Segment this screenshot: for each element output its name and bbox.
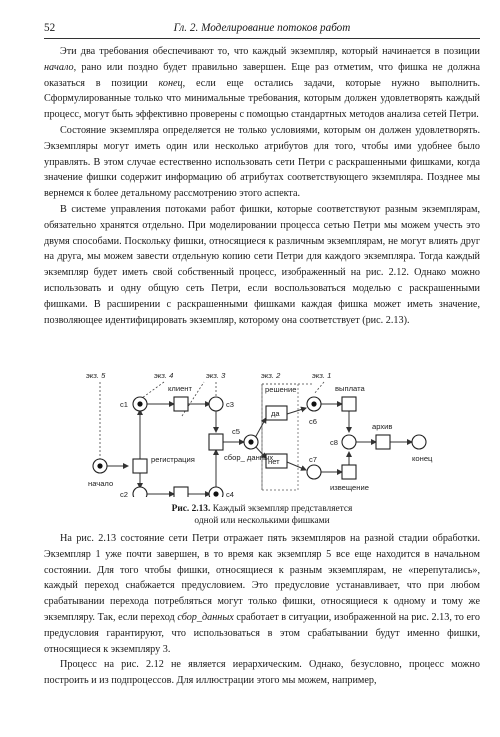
instance-pointer-4 xyxy=(142,382,164,398)
token-3 xyxy=(213,491,218,496)
label-payout: выплата xyxy=(335,384,365,393)
label-notice: извещение xyxy=(330,483,369,492)
label-instance-1: экз. 1 xyxy=(312,371,332,380)
paragraph xyxy=(44,123,480,202)
label-client: клиент xyxy=(168,384,192,393)
label-place-c8: c8 xyxy=(330,438,339,447)
label-place-c5: c5 xyxy=(232,427,241,436)
running-title: Гл. 2. Моделирование потоков работ xyxy=(173,22,351,34)
label-instance-4: экз. 4 xyxy=(154,371,174,380)
label-registration: регистрация xyxy=(151,455,195,464)
paragraph xyxy=(44,44,480,123)
place-c7 xyxy=(307,465,321,479)
paragraph xyxy=(44,531,480,657)
text-run: , рано или поздно будет правильно завершен. Еще раз отметим, что фишка не должна оказаться в позиции xyxy=(44,61,480,89)
text-run: сработает в ситуации, изображенной на рис. 2.13, то его предусловия гарантируют, что использоваться в этом срабатывании будут именно фишки, относящиеся к экземпляру 3. xyxy=(44,611,480,655)
label-instance-3: экз. 3 xyxy=(206,371,226,380)
label-instance-5: экз. 5 xyxy=(86,371,106,380)
label-no: нет xyxy=(268,457,280,466)
label-place-end: конец xyxy=(412,454,433,463)
label-yes: да xyxy=(271,409,280,418)
label-place-c6: c6 xyxy=(309,417,318,426)
token-4a xyxy=(137,401,142,406)
token-5 xyxy=(97,463,102,468)
body-text-top xyxy=(44,44,480,328)
label-place-c2: c2 xyxy=(120,490,129,497)
figure-caption xyxy=(44,503,480,527)
transition-client xyxy=(174,397,188,411)
place-c8 xyxy=(342,435,356,449)
caption-label: Рис. 2.13. xyxy=(171,504,211,514)
transition-collect-data xyxy=(209,434,223,450)
label-collect-data: сбор_ данных xyxy=(224,453,274,462)
caption-line-2: одной или несколькими фишками xyxy=(194,516,330,526)
transition-department xyxy=(174,487,188,497)
paragraph xyxy=(44,202,480,328)
transition-notice xyxy=(342,465,356,479)
transition-payout xyxy=(342,397,356,411)
transition-registration xyxy=(133,459,147,473)
label-place-c7: c7 xyxy=(309,455,318,464)
place-c3 xyxy=(209,397,223,411)
label-place-c4: c4 xyxy=(226,490,235,497)
text-run: Состояние экземпляра определяется не только условиями, которым он должен удовлетворять. Экземпляры могут иметь один или несколько атрибутов для того, чтобы ими удобнее было управлять. В этом случае естественно использовать сети Петри с раскрашенными фишками, когда значение фишки содержит информацию об атрибутах соответствующего экземпляра. Позднее мы вернемся к более детальному рассмотрению этого аспекта. xyxy=(44,124,480,200)
place-c2 xyxy=(133,487,147,497)
token-1 xyxy=(311,401,316,406)
body-text-bottom xyxy=(44,531,480,689)
instance-pointer-2 xyxy=(262,384,314,490)
transition-archive xyxy=(376,435,390,449)
label-place-start: начало xyxy=(88,479,114,488)
text-run: На рис. 2.13 состояние сети Петри отражает пять экземпляров на разной стадии обработки. Экземпляр 1 уже почти завершен, в то время как экземпляр 5 все еще находится в начальном состоянии. Для того чтобы фишки, относящиеся к разным экземплярам, не «перепутались», каждый переход снабжается предусловием. Это предусловие устанавливает, что при любом срабатывании перехода потребляться могут только фишки, относящиеся к одному и тому же экземпляру. Так, если переход xyxy=(44,533,480,623)
decision-region xyxy=(262,384,298,490)
italic-term: сбор_данных xyxy=(177,611,234,623)
text-run: Эти два требования обеспечивают то, что каждый экземпляр, который начинается в позиции xyxy=(60,46,480,57)
caption-line-1: Каждый экземпляр представляется xyxy=(210,504,353,514)
italic-term: начало xyxy=(44,61,74,73)
header-rule xyxy=(44,38,480,39)
paragraph xyxy=(44,657,480,689)
label-place-c3: c3 xyxy=(226,400,235,409)
page-number: 52 xyxy=(44,22,56,34)
place-end xyxy=(412,435,426,449)
label-place-c1: c1 xyxy=(120,400,129,409)
label-decision: решение xyxy=(265,385,297,394)
label-archive: архив xyxy=(372,422,393,431)
italic-term: конец xyxy=(158,77,183,89)
text-run: , если еще остались задачи, которые нужно выполнить. Сформулированные только что минимальные требования, которым должен удовлетворять каждый процесс, могут быть эффективно проверены с помощью стандартных методов анализа сетей Петри. xyxy=(44,77,481,121)
text-run: В системе управления потоками работ фишки, которые соответствуют разным экземплярам, обязательно хранятся отдельно. При моделировании процесса сетью Петри мы можем учесть это двумя способами. Поскольку фишки, относящиеся к различным экземплярам, не могут влиять друг на друга, мы можем завести отдельную копию сети Петри для каждого экземпляра. Тогда каждый экземпляр будет иметь свой собственный процесс, изображенный на рис. 2.12. Однако можно использовать и одну общую сеть Петри, если воспользоваться моделью с раскрашенными фишками. В расширении с раскрашенными фишками каждая фишка может иметь значение, позволяющее идентифицировать экземпляр, которому она соответствует (рис. 2.13). xyxy=(44,203,480,326)
token-2 xyxy=(248,439,253,444)
instance-pointer-1 xyxy=(314,382,324,394)
petri-net-figure xyxy=(56,362,444,497)
label-instance-2: экз. 2 xyxy=(261,371,281,380)
text-run: Процесс на рис. 2.12 не является иерархическим. Однако, безусловно, процесс можно построить и из подпроцессов. Для иллюстрации этого мы можем, например, xyxy=(44,659,480,687)
